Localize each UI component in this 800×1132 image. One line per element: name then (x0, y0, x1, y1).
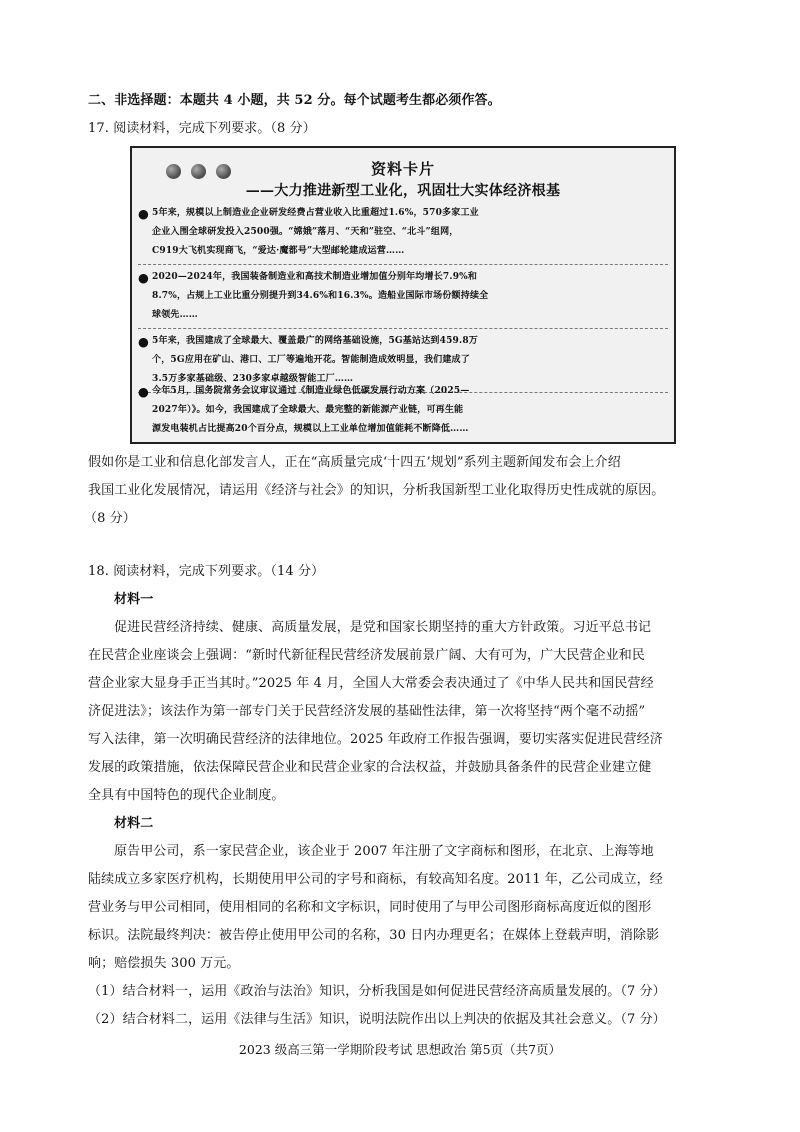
q17-task-line: 假如你是工业和信息化部发言人，正在“高质量完成‘十四五’规划”系列主题新闻发布会上介绍 (88, 455, 621, 470)
q18-question-1: （1）结合材料一，运用《政治与法治》知识，分析我国是如何促进民营经济高质量发展的。（7 分） (88, 984, 666, 999)
bullet-line: 5年来，我国建成了全球最大、覆盖最广的网络基础设施，5G基站达到459.8万 (152, 336, 478, 346)
q17-prompt: 17. 阅读材料，完成下列要求。（8 分） (88, 121, 316, 136)
q17-task-line: （8 分） (84, 511, 136, 526)
bullet-line: 个，5G应用在矿山、港口、工厂等遍地开花。智能制造成效明显，我们建成了 (152, 355, 470, 365)
material1-line: 促进民营经济持续、健康、高质量发展，是党和国家长期坚持的重大方针政策。习近平总书记 (114, 620, 652, 635)
card-title: 资料卡片 (370, 160, 435, 178)
material1-line: 发展的政策措施，依法保障民营企业和民营企业家的合法权益，并鼓励具备条件的民营企业建立健 (88, 760, 652, 775)
bullet-line: 3.5万多家基础级、230多家卓越级智能工厂…… (152, 374, 354, 384)
bullet-line: 5年来，规模以上制造业企业研发经费占营业收入比重超过1.6%，570多家工业 (152, 208, 479, 218)
material1-line: 写入法律，第一次明确民营经济的法律地位。2025 年政府工作报告强调，要切实落实促进民营经济 (88, 732, 663, 747)
card-subtitle: ——大力推进新型工业化，巩固壮大实体经济根基 (245, 183, 561, 199)
material1-line: 济促进法》；该法作为第一部专门关于民营经济发展的基础性法律，第一次将坚持“两个毫不动摇” (88, 704, 646, 719)
material1-label: 材料一 (114, 592, 154, 607)
material2-line: 原告甲公司，系一家民营企业，该企业于 2007 年注册了文字商标和图形，在北京、上海等地 (114, 844, 654, 859)
bullet-dot-icon: ● (138, 270, 150, 285)
bullet-line: 2027年）》。如今，我国建成了全球最大、最完整的新能源产业链，可再生能 (152, 405, 464, 415)
material2-line: 响；赔偿损失 300 万元。 (88, 956, 240, 971)
material1-line: 全具有中国特色的现代企业制度。 (88, 788, 285, 803)
bullet-line: 球领先…… (152, 310, 199, 320)
material2-line: 标识。法院最终判决：被告停止使用甲公司的名称，30 日内办理更名；在媒体上登载声明，消除影 (88, 928, 660, 943)
bullet-dot-icon: ● (138, 384, 150, 399)
card-bullet-4 (138, 382, 668, 439)
bullet-dot-icon: ● (138, 206, 150, 221)
bullet-line: 2020—2024年，我国装备制造业和高技术制造业增加值分别年均增长7.9%和 (152, 272, 478, 282)
material2-label: 材料二 (114, 816, 154, 831)
bullet-line: 企业入围全球研发投入2500强。“嫦娥”落月、“天和”驻空、“北斗”组网， (152, 227, 459, 237)
q18-question-2: （2）结合材料二，运用《法律与生活》知识，说明法院作出以上判决的依据及其社会意义。（7 分） (88, 1012, 666, 1027)
resource-card (130, 146, 676, 444)
card-divider (138, 328, 668, 329)
bullet-dot-icon: ● (138, 334, 150, 349)
material1-line: 在民营企业座谈会上强调：“新时代新征程民营经济发展前景广阔、大有可为，广大民营企业和民 (88, 648, 645, 663)
bullet-line: 今年5月，国务院常务会议审议通过《制造业绿色低碳发展行动方案（2025— (152, 386, 470, 396)
card-divider (138, 264, 668, 265)
bullet-line: C919大飞机实现商飞，“爱达·魔都号”大型邮轮建成运营…… (152, 246, 405, 256)
card-bullet-2 (138, 268, 668, 325)
section-heading: 二、非选择题：本题共 4 小题，共 52 分。每个试题考生都必须作答。 (88, 93, 501, 108)
material2-line: 营业务与甲公司相同，使用相同的名称和文字标识，同时使用了与甲公司图形商标高度近似的图形 (88, 900, 652, 915)
card-bullet-3 (138, 332, 668, 389)
q17-task-line: 我国工业化发展情况，请运用《经济与社会》的知识，分析我国新型工业化取得历史性成就的原因。 (88, 483, 665, 498)
bullet-line: 源发电装机占比提高20个百分点，规模以上工业单位增加值能耗不断降低…… (152, 424, 469, 434)
material2-line: 陆续成立多家医疗机构，长期使用甲公司的字号和商标，有较高知名度。2011 年，乙公司成立，经 (88, 872, 663, 887)
material1-line: 营企业家大显身手正当其时。”2025 年 4 月，全国人大常委会表决通过了《中华人民共和国民营经 (88, 676, 654, 691)
bullet-line: 8.7%，占规上工业比重分别提升到34.6%和16.3%。造船业国际市场份额持续全 (152, 291, 489, 301)
page-footer: 2023 级高三第一学期阶段考试 思想政治 第5页（共7页） (238, 1042, 562, 1057)
card-bullet-1 (138, 204, 668, 261)
q18-prompt: 18. 阅读材料，完成下列要求。（14 分） (88, 564, 325, 579)
